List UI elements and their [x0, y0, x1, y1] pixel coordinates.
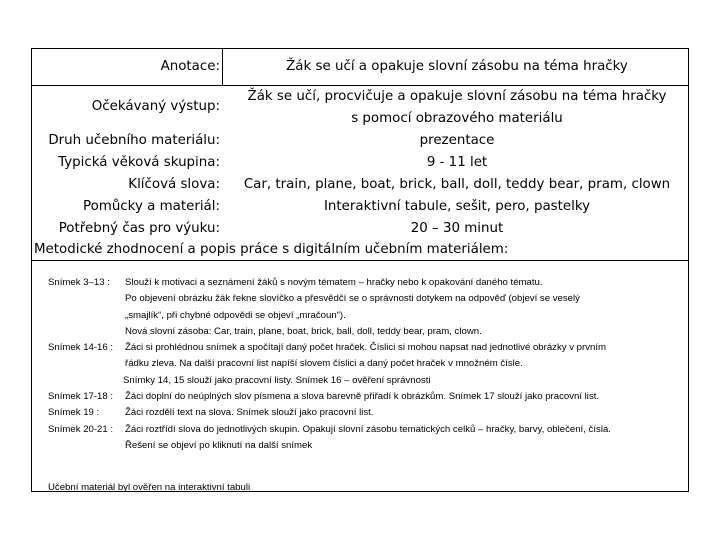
keywords-value: Car, train, plane, boat, brick, ball, doll, teddy bear, pram, clown [243, 177, 671, 192]
note-text: Řešení se objeví po kliknutí na další snímek [125, 439, 313, 451]
note-key: Snímek 14-16 : [48, 342, 114, 354]
row-divider [32, 85, 688, 86]
note-text: Slouží k motivaci a seznámení žáků s novým tématem – hračky nebo k opakování daného tématu. [125, 277, 543, 288]
material-type-value: prezentace [419, 133, 495, 148]
age-group-value: 9 - 11 let [426, 155, 488, 170]
expected-outcome-line-2: s pomocí obrazového materiálu [351, 111, 563, 126]
expected-outcome-line-1: Žák se učí, procvičuje a opakuje slovní zásobu na téma hračky [247, 89, 667, 104]
keywords-label: Klíčová slova: [128, 177, 220, 192]
material-type-label: Druh učebního materiálu: [48, 133, 220, 148]
column-divider [222, 49, 223, 85]
note-text: Žáci si prohlédnou snímek a spočítají daný počet hraček. Číslici si mohou napsat nad jednotlivé obrázky v prvním [125, 342, 606, 354]
aids-label: Pomůcky a materiál: [82, 199, 220, 214]
note-key: Snímek 17-18 : [48, 391, 114, 403]
verification-footer: Učební materiál byl ověřen na interaktivní tabuli [48, 482, 251, 493]
note-text: řádku zleva. Na další pracovní list napíší slovem číslici a daný počet hraček v množném čísle. [125, 358, 523, 370]
age-group-label: Typická věková skupina: [58, 155, 220, 170]
annotation-label: Anotace: [160, 59, 220, 74]
note-text: Po objevení obrázku žák řekne slovíčko a přesvědčí se o správnosti dotykem na odpověď (objeví se veselý [125, 293, 580, 305]
note-text: Nová slovní zásoba: Car, train, plane, boat, brick, ball, doll, teddy bear, pram, clown. [125, 325, 482, 337]
aids-value: Interaktivní tabule, sešit, pero, pastelky [323, 199, 591, 214]
note-text: „smajlík“, při chybné odpovědi se objeví „mračoun“). [125, 309, 346, 321]
note-text: Žáci rozdělí text na slova. Snímek slouží jako pracovní list. [125, 407, 374, 419]
time-needed-value: 20 – 30 minut [410, 221, 504, 236]
annotation-value: Žák se učí a opakuje slovní zásobu na téma hračky [286, 59, 628, 74]
note-key: Snímek 3–13 : [48, 277, 110, 288]
note-key: Snímek 19 : [48, 407, 100, 419]
expected-outcome-label: Očekávaný výstup: [91, 99, 220, 114]
worksheet-table [31, 48, 689, 492]
time-needed-label: Potřebný čas pro výuku: [58, 221, 220, 236]
note-text: Žáci doplní do neúplných slov písmena a slova barevně přiřadí k obrázkům. Snímek 17 slouží jako pracovní list. [125, 391, 600, 403]
note-text: Žáci roztřídí slova do jednotlivých skupin. Opakují slovní zásobu tematických celků – hračky, barvy, oblečení, čísla. [125, 423, 611, 435]
note-key: Snímek 20-21 : [48, 423, 114, 435]
note-text: Snímky 14, 15 slouží jako pracovní listy. Snímek 16 – ověření správnosti [123, 374, 431, 386]
method-heading: Metodické zhodnocení a popis práce s digitálním učebním materiálem: [34, 242, 509, 257]
row-divider [32, 260, 688, 261]
